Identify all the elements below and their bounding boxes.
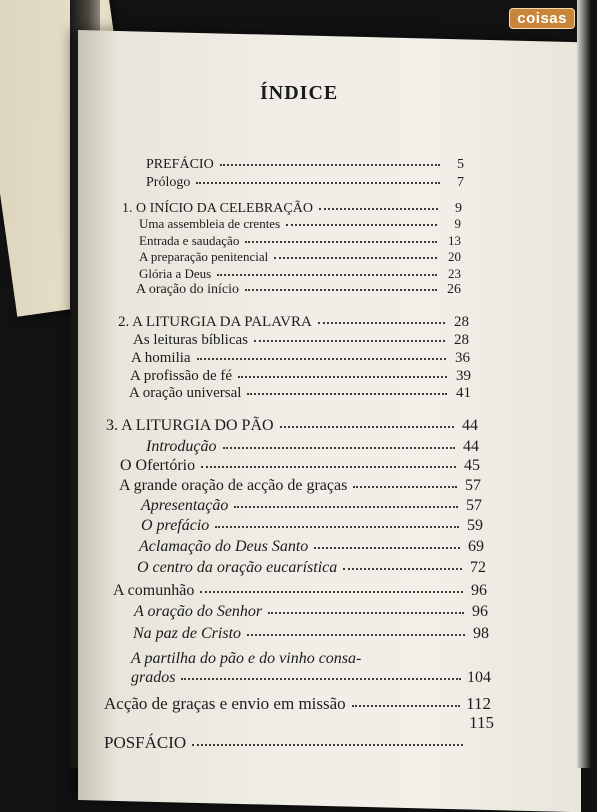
toc-entry-chapter-3 — [106, 417, 478, 435]
toc-entry — [134, 603, 488, 621]
toc-entry-page: 44 — [462, 417, 478, 434]
toc-entry-prologo — [146, 175, 464, 191]
leader-dots — [192, 735, 463, 746]
toc-entry-chapter-2 — [118, 314, 469, 331]
toc-entry — [136, 282, 461, 298]
toc-entry-posfacio — [104, 713, 494, 753]
toc-entry-chapter-1 — [122, 201, 462, 217]
toc-entry-label: A oração do Senhor — [134, 603, 263, 620]
toc-entry-page: 39 — [456, 368, 471, 384]
leader-dots — [286, 217, 437, 226]
toc-entry-label: POSFÁCIO — [104, 733, 187, 752]
leader-dots — [238, 368, 447, 378]
toc-entry-page: 45 — [464, 457, 480, 474]
watermark-logo: coisas — [509, 8, 575, 29]
toc-entry-label: grados — [131, 669, 176, 686]
leader-dots — [245, 281, 437, 291]
leader-dots — [352, 696, 460, 707]
toc-entry-page: 104 — [467, 669, 491, 686]
leader-dots — [353, 477, 457, 488]
leader-dots — [217, 267, 437, 276]
leader-dots — [343, 559, 462, 570]
toc-entry — [130, 368, 471, 385]
leader-dots — [274, 250, 437, 259]
toc-entry-label: Aclamação do Deus Santo — [139, 538, 309, 555]
toc-entry-page: 96 — [471, 582, 487, 599]
leader-dots — [247, 625, 465, 636]
leader-dots — [314, 538, 460, 549]
page-title: ÍNDICE — [260, 82, 339, 104]
toc-entry-page: 72 — [470, 559, 486, 576]
toc-entry-page: 59 — [467, 517, 483, 534]
toc-entry — [133, 332, 469, 349]
toc-entry-label: 1. O INÍCIO DA CELEBRAÇÃO — [122, 201, 313, 216]
leader-dots — [319, 200, 438, 210]
toc-entry-page: 5 — [457, 157, 464, 172]
leader-dots — [181, 669, 461, 680]
leader-dots — [200, 582, 463, 593]
toc-entry — [137, 559, 486, 577]
toc-entry-label: 3. A LITURGIA DO PÃO — [106, 417, 274, 434]
leader-dots — [280, 417, 454, 428]
toc-entry-page: 57 — [466, 497, 482, 514]
page-edge — [577, 0, 597, 768]
toc-entry-page: 115 — [469, 713, 494, 732]
toc-entry-label: As leituras bíblicas — [133, 332, 248, 348]
leader-dots — [215, 517, 459, 528]
toc-entry — [129, 385, 471, 402]
leader-dots — [318, 314, 445, 324]
toc-entry — [141, 497, 482, 515]
toc-entry — [113, 582, 487, 600]
toc-entry-label: Introdução — [146, 438, 217, 455]
toc-entry-label: PREFÁCIO — [146, 157, 214, 172]
toc-entry-page: 44 — [463, 438, 479, 455]
toc-entry-label: A comunhão — [113, 582, 195, 599]
toc-entry-page: 96 — [472, 603, 488, 620]
toc-entry-page: 41 — [456, 385, 471, 401]
toc-entry — [119, 477, 481, 495]
toc-entry-page: 28 — [454, 314, 469, 330]
toc-entry — [139, 233, 461, 249]
toc-entry — [131, 669, 491, 687]
toc-entry — [139, 216, 461, 232]
toc-entry — [139, 266, 461, 282]
toc-entry-page: 112 — [466, 694, 491, 713]
toc-entry-page: 28 — [454, 332, 469, 348]
toc-entry-label: A preparação penitencial — [139, 249, 269, 264]
leader-dots — [247, 385, 447, 395]
toc-entry-page: 57 — [465, 477, 481, 494]
toc-entry-label: O prefácio — [141, 517, 210, 534]
toc-entry-page: 69 — [468, 538, 484, 555]
toc-entry-label: Entrada e saudação — [139, 233, 240, 248]
leader-dots — [223, 438, 455, 449]
leader-dots — [245, 234, 437, 243]
leader-dots — [234, 497, 458, 508]
toc-entry — [139, 538, 484, 556]
toc-entry — [146, 438, 479, 456]
toc-entry-page: 7 — [457, 175, 464, 190]
toc-entry — [133, 625, 489, 643]
toc-entry-label: A profissão de fé — [130, 368, 233, 384]
toc-entry-page: 13 — [448, 233, 461, 248]
toc-entry — [139, 249, 461, 265]
toc-entry-page: 9 — [455, 201, 462, 216]
toc-entry-page: 98 — [473, 625, 489, 642]
toc-entry-label: Apresentação — [141, 497, 229, 514]
leader-dots — [201, 457, 456, 468]
toc-entry-prefacio — [146, 157, 464, 173]
toc-entry-label: Uma assembleia de crentes — [139, 216, 281, 231]
toc-entry-page: 26 — [447, 282, 461, 297]
toc-entry-label: Na paz de Cristo — [133, 625, 242, 642]
toc-entry-label: Glória a Deus — [139, 266, 212, 281]
toc-entry-page: 9 — [454, 216, 461, 231]
toc-entry — [131, 350, 470, 367]
toc-entry-page: 20 — [448, 249, 461, 264]
leader-dots — [268, 603, 464, 614]
toc-entry — [141, 517, 483, 535]
toc-entry-text: A partilha do pão e do vinho consa- — [131, 650, 362, 667]
toc-entry — [104, 694, 491, 714]
leader-dots — [254, 332, 445, 342]
toc-entry-label: Prólogo — [146, 175, 191, 190]
toc-entry-label: Acção de graças e envio em missão — [104, 694, 346, 713]
toc-entry-label: A oração do início — [136, 282, 240, 297]
toc-entry-label: A homilia — [131, 350, 191, 366]
toc-entry-label: O centro da oração eucarística — [137, 559, 338, 576]
toc-entry-label: 2. A LITURGIA DA PALAVRA — [118, 314, 312, 330]
toc-entry-label: O Ofertório — [120, 457, 196, 474]
leader-dots — [220, 156, 440, 166]
leader-dots — [196, 174, 440, 184]
leader-dots — [197, 350, 446, 360]
toc-entry-page: 36 — [455, 350, 470, 366]
toc-entry-label: A oração universal — [129, 385, 242, 401]
toc-entry — [120, 457, 480, 475]
toc-entry-label: A grande oração de acção de graças — [119, 477, 348, 494]
toc-entry-page: 23 — [448, 266, 461, 281]
